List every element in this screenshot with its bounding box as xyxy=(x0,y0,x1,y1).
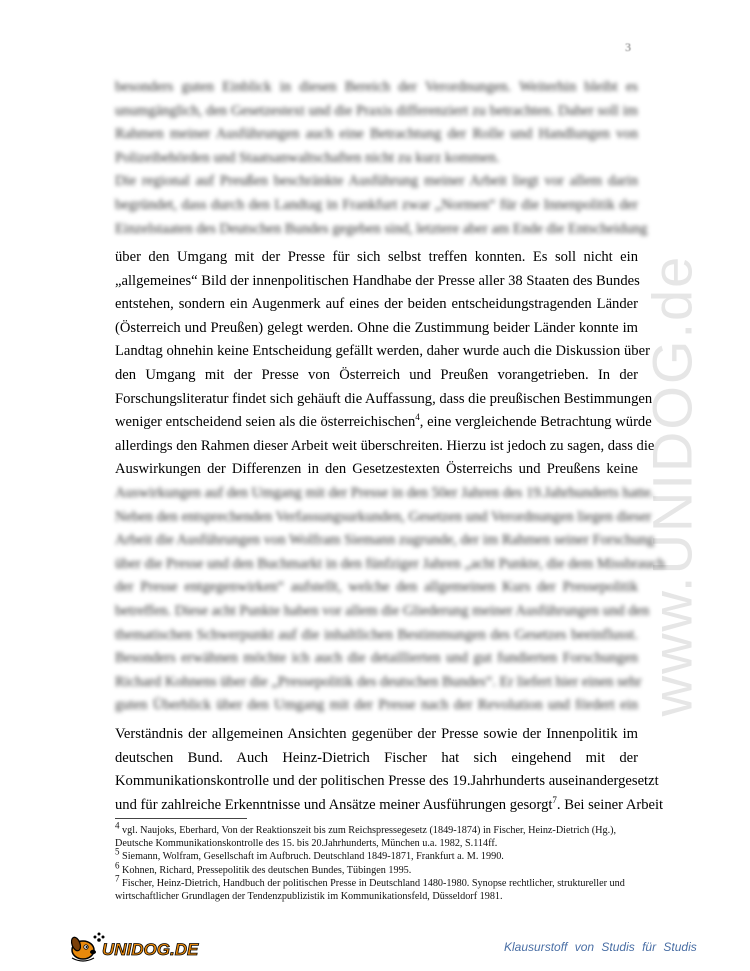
text-line: Neben den entsprechenden Verfassungsurkunden, Gesetzen und Verordnungen liegen dieser xyxy=(115,508,652,525)
text-line: Arbeit die Ausführungen von Wolfram Siemann zugrunde, der im Rahmen seiner Forschung xyxy=(115,532,655,549)
text-line: Landtag ohnehin keine Entscheidung gefällt werden, daher wurde auch die Diskussion über xyxy=(115,343,650,360)
footnote-ref: 4 xyxy=(415,412,420,423)
text-line: Forschungsliteratur findet sich gehäuft die Auffassung, dass die preußischen Bestimmungen xyxy=(115,390,653,407)
text-line: Die regional auf Preußen beschränkte Ausführung meiner Arbeit liegt vor allem darin xyxy=(115,173,638,190)
logo-text: UNIDOG.DE xyxy=(102,940,199,959)
text-line: besonders guten Einblick in diesen Bereich der Verordnungen. Weiterhin bleibt es xyxy=(115,79,638,95)
text-line: Polizeibehörden und Staatsanwaltschaften nicht zu kurz kommen. xyxy=(115,149,500,166)
text-line: thematischen Schwerpunkt auf die inhaltlichen Bestimmungen des Gesetzes beeinflusst. xyxy=(115,626,638,643)
text-line-with-footnote xyxy=(115,794,664,818)
blurred-paragraph-2 xyxy=(115,482,665,718)
unidog-logo[interactable] xyxy=(66,928,199,964)
blurred-paragraph-1 xyxy=(115,76,648,241)
footnote-number: 7 xyxy=(115,873,120,884)
text-line-with-footnote xyxy=(115,411,652,435)
footnote-number: 5 xyxy=(115,847,120,858)
footnote-ref: 7 xyxy=(552,794,557,805)
text-line: Auswirkungen auf den Umgang mit der Presse in den 50er Jahren des 19.Jahrhunderts hatte. xyxy=(115,485,655,501)
text-segment: . Bei seiner Arbeit xyxy=(556,796,664,813)
footnote-number: 4 xyxy=(115,820,120,831)
footnote-6: 6 Kohnen, Richard, Pressepolitik des deutschen Bundes, Tübingen 1995. xyxy=(115,860,412,876)
text-line: über den Umgang mit der Presse für sich selbst treffen konnten. Es soll nicht ein xyxy=(115,249,638,265)
text-line: Richard Kohnens über die „Pressepolitik des deutschen Bundes“. Er liefert hier einen sehr xyxy=(115,673,642,690)
text-line: unumgänglich, den Gesetzestext und die Praxis differenziert zu betrachten. Daher soll im xyxy=(115,102,638,119)
page-number: 3 xyxy=(625,40,631,54)
text-line: allerdings den Rahmen dieser Arbeit weit überschreiten. Hierzu ist jedoch zu sagen, dass die xyxy=(115,437,655,454)
text-line: über die Presse und den Buchmarkt in den fünfziger Jahren „acht Punkte, die dem Missbrauch xyxy=(115,555,665,572)
text-line: Auswirkungen der Differenzen in den Gesetzestexten Österreichs und Preußens keine xyxy=(115,461,638,478)
text-line: deutschen Bund. Auch Heinz-Dietrich Fischer hat sich eingehend mit der xyxy=(115,749,638,766)
text-line: der Presse entgegenwirken“ aufstellt, welche den allgemeinen Kurs der Pressepolitik xyxy=(115,579,638,596)
footnote-5: 5 Siemann, Wolfram, Gesellschaft im Aufbruch. Deutschland 1849-1871, Frankfurt a. M. 1990. xyxy=(115,847,504,863)
footnote-separator xyxy=(115,818,247,819)
text-line: Verständnis der allgemeinen Ansichten gegenüber der Presse sowie der Innenpolitik im xyxy=(115,726,638,742)
footnote-4: 4 vgl. Naujoks, Eberhard, Von der Reaktionszeit bis zum Reichspressegesetz (1849-1874) in Fischer, Heinz-Dietrich (Hg.), Deutsche Kommunikationskontrolle des 15. bis 20.Jahrhunderts, München u.a. 1982, S.114ff. xyxy=(115,820,617,850)
text-line: entstehen, sondern ein Augenmerk auf eines der beiden entscheidungstragenden Länder xyxy=(115,296,638,313)
text-line: betreffen. Diese acht Punkte haben vor allem die Gliederung meiner Ausführungen und den xyxy=(115,602,650,619)
visible-paragraph-2 xyxy=(115,723,664,817)
watermark-text: www.UNIDOG.de xyxy=(640,254,704,716)
footnotes xyxy=(115,820,640,903)
footnote-7: 7 Fischer, Heinz-Dietrich, Handbuch der politischen Presse in Deutschland 1480-1980. Synopse rechtlicher, struktureller und wirtschaftlicher Grundlagen der Tendenzpublizistik im Kommunikationsfeld, Düsseldorf 1981. xyxy=(115,873,625,903)
footer-tagline: Klausurstoff von Studis für Studis xyxy=(504,940,697,954)
footnote-number: 6 xyxy=(115,860,120,871)
text-line: Besonders erwähnen möchte ich auch die detaillierten und gut fundierten Forschungen xyxy=(115,650,638,667)
text-line: guten Überblick über den Umgang mit der Presse nach der Revolution und fördert ein xyxy=(115,697,638,714)
visible-paragraph-1 xyxy=(115,246,655,482)
text-line: den Umgang mit der Presse von Österreich und Preußen vorangetrieben. In der xyxy=(115,366,638,383)
text-line: Einzelstaaten des Deutschen Bundes gegeben sind, letztere aber am Ende die Entscheidung xyxy=(115,220,648,237)
dog-mascot-icon xyxy=(66,928,199,964)
text-line: begründet, dass durch den Landtag in Frankfurt zwar „Normen“ für die Innenpolitik der xyxy=(115,196,638,213)
text-line: „allgemeines“ Bild der innenpolitischen Handhabe der Presse aller 38 Staaten des Bundes xyxy=(115,272,640,289)
text-segment: weniger entscheidend seien als die österreichischen xyxy=(115,414,416,431)
text-segment: und für zahlreiche Erkenntnisse und Ansätze meiner Ausführungen gesorgt xyxy=(115,796,553,813)
text-line: Kommunikationskontrolle und der politischen Presse des 19.Jahrhunderts auseinandergesetzt xyxy=(115,773,659,790)
text-line: Rahmen meiner Ausführungen auch eine Betrachtung der Rolle und Handlungen von xyxy=(115,126,638,143)
text-line: (Österreich und Preußen) gelegt werden. Ohne die Zustimmung beider Länder konnte im xyxy=(115,319,638,336)
text-segment: , eine vergleichende Betrachtung würde xyxy=(419,414,652,431)
